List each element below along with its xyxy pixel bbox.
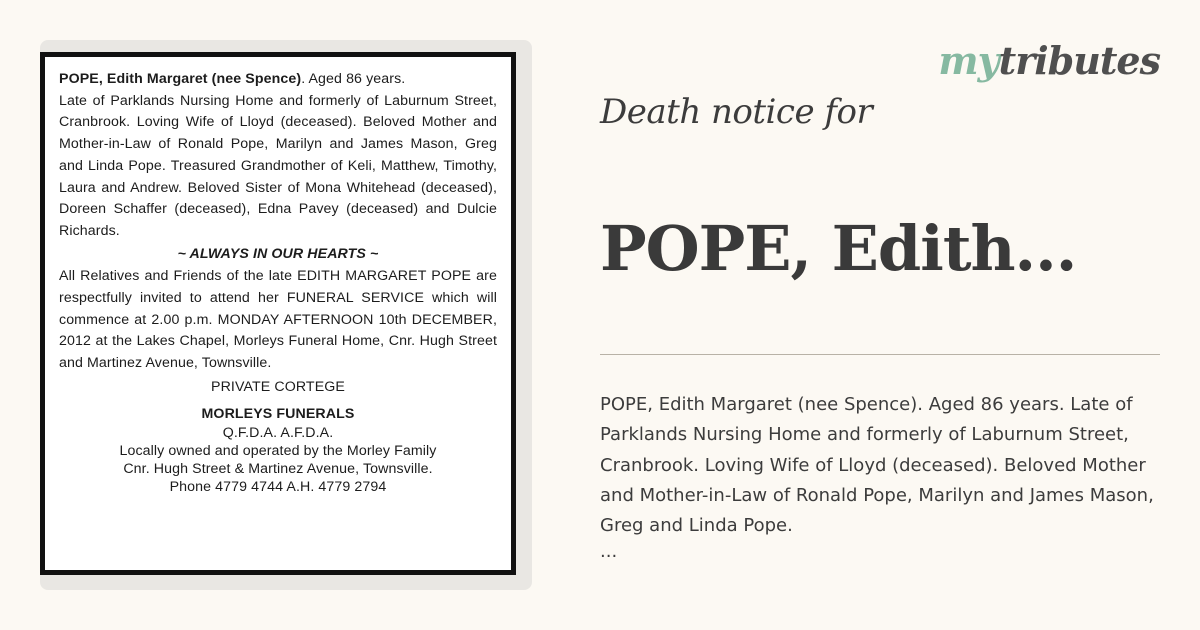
- funeral-director-phone: Phone 4779 4744 A.H. 4779 2794: [169, 478, 387, 495]
- excerpt-ellipsis: ...: [600, 541, 618, 562]
- notice-paragraph-family: Late of Parklands Nursing Home and formerly of Laburnum Street, Cranbrook. Loving Wife of Lloyd (deceased). Beloved Mother and Mother-in-Law of Ronald Pope, Marilyn and James Mason, Greg and Linda Pope. Treasured Grandmother of Keli, Matthew, Timothy, Laura and Andrew. Beloved Sister of Mona Whitehead (deceased), Doreen Schaffer (deceased), Edna Pavey (deceased) and Dulcie Richards.: [59, 92, 497, 239]
- funeral-director-name: MORLEYS FUNERALS: [201, 405, 355, 422]
- notice-lead: [59, 69, 497, 91]
- mytributes-logo[interactable]: [938, 38, 1160, 83]
- deceased-name: POPE, Edith...: [600, 212, 1077, 285]
- logo-tributes: tributes: [998, 38, 1160, 83]
- logo-my: my: [938, 38, 999, 83]
- notice-excerpt: POPE, Edith Margaret (nee Spence). Aged 86 years. Late of Parklands Nursing Home and formerly of Laburnum Street, Cranbrook. Loving Wife of Lloyd (deceased). Beloved Mother and Mother-in-Law of Ronald Pope, Marilyn and James Mason, Greg and Linda Pope.: [600, 394, 1154, 537]
- divider: [600, 354, 1160, 355]
- notice-motto: ~ ALWAYS IN OUR HEARTS ~: [177, 245, 379, 262]
- notice-paragraph-service: All Relatives and Friends of the late EDITH MARGARET POPE are respectfully invited to attend her FUNERAL SERVICE which will commence at 2.00 p.m. MONDAY AFTERNOON 10th DECEMBER, 2012 at the Lakes Chapel, Morleys Funeral Home, Cnr. Hugh Street and Martinez Avenue, Townsville.: [59, 268, 497, 372]
- notice-lead-rest: . Aged 86 years.: [301, 71, 406, 87]
- death-notice-image: [40, 52, 516, 575]
- notice-lead-name: POPE, Edith Margaret (nee Spence): [59, 71, 302, 87]
- page-heading: Death notice for: [600, 92, 873, 132]
- funeral-director-quals: Q.F.D.A. A.F.D.A.: [222, 424, 334, 441]
- funeral-director-line1: Locally owned and operated by the Morley Family: [119, 442, 437, 459]
- notice-cortege: PRIVATE CORTEGE: [211, 378, 345, 395]
- funeral-director-line2: Cnr. Hugh Street & Martinez Avenue, Townsville.: [123, 460, 433, 477]
